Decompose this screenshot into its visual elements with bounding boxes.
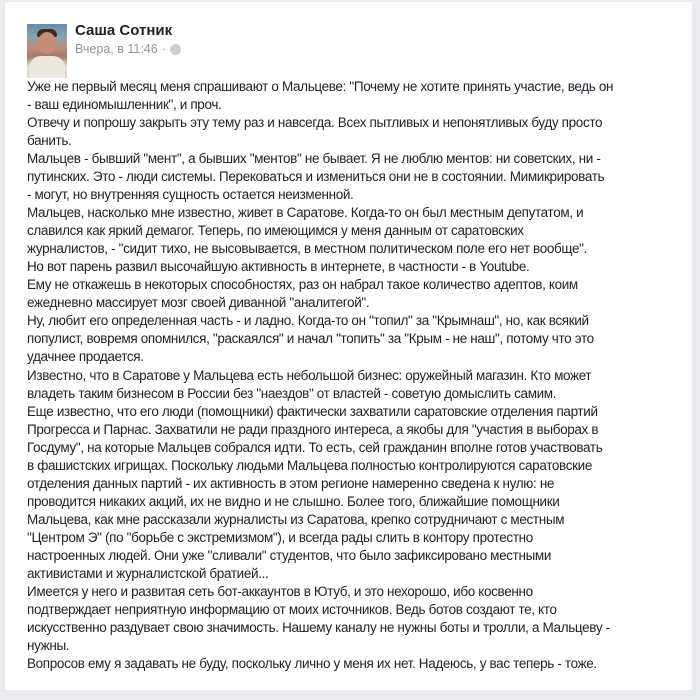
meta-separator: · [161,42,166,56]
avatar-body [29,56,65,78]
globe-icon[interactable] [170,44,181,55]
post-text-line: Госдуму", на которые Мальцев собрался идти. То есть, сей гражданин вполне готов участвовать [27,439,603,455]
post-text-line: - могут, но внутренняя сущность остается неизменной. [27,187,354,203]
post-timestamp[interactable]: Вчера, в 11:46 [75,42,158,56]
post-text-line: подтверждает неприятную информацию от моих источников. Ведь ботов создают те, кто [27,601,557,617]
post-text-line: Имеется у него и развитая сеть бот-аккаунтов в Ютуб, и это нехорошо, ибо косвенно [27,583,533,599]
post-text-line: Прогресса и Парнас. Захватили не ради праздного интереса, а якобы для "участия в выборах в [27,421,599,437]
author-name[interactable]: Саша Сотник [75,22,173,39]
post-text-line: популист, вовремя опомнился, "раскаялся" и начал "топить" за "Крым - не наш", потому что это [27,331,594,347]
post-body [27,78,692,673]
post-meta [75,42,181,56]
post-text-line: Уже не первый месяц меня спрашивают о Мальцеве: "Почему не хотите принять участие, ведь он [27,79,614,94]
post-text-line: журналистов, - "сидит тихо, не высовывается, в местном политическом поле его нет вообще". [27,241,588,257]
post-text-line: Еще известно, что его люди (помощники) фактически захватили саратовские отделения партий [27,403,598,419]
post-text-line: банить. [27,133,72,149]
post-text-line: активистами и журналистской братией... [27,565,269,581]
post-text-line: искусственно раздувает свою значимость. Нашему каналу не нужны боты и тролли, а Мальцеву - [27,619,610,635]
post-text-line: Мальцев, насколько мне известно, живет в Саратове. Когда-то он был местным депутатом, и [27,205,584,221]
post-text-line: "Центром Э" (по "борьбе с экстремизмом"), и всегда рады слить в контору протестно [27,529,533,545]
post-text-line: Вопросов ему я задавать не буду, поскольку лично у меня их нет. Надеюсь, у вас теперь - тоже. [27,656,597,671]
post-text-line: проводится никаких акций, их не видно и не слышно. Более того, ближайшие помощники [27,493,560,509]
post-text-line: путинских. Это - люди системы. Перековаться и измениться они не в состоянии. Мимикрировать [27,169,605,185]
post-text-line: удачнее продается. [27,349,144,365]
avatar-face [38,32,56,54]
post-card [5,2,692,690]
post-text-line: владеть таким бизнесом в России без "наездов" от властей - советую домыслить самим. [27,385,557,401]
post-text-line: Отвечу и попрошу закрыть эту тему раз и навсегда. Всех пытливых и непонятливых буду просто [27,115,603,131]
post-text-line: Мальцев - бывший "мент", а бывших "ментов" не бывает. Я не люблю ментов: ни советских, ни - [27,151,601,167]
post-text-line: в фашистских игрищах. Поскольку людьми Мальцева полностью контролируются саратовские [27,457,593,473]
post-text-line: Но вот парень развил высочайшую активность в интернете, в частности - в Youtube. [27,259,530,275]
post-text-line: Мальцева, как мне рассказали журналисты из Саратова, крепко сотрудничают с местным [27,511,565,527]
post-text-line: настроенных людей. Они уже "сливали" студентов, что было зафиксировано местными [27,547,552,563]
post-text-line: отделения данных партий - их активность в этом регионе намеренно сведена к нулю: не [27,475,555,491]
post-text-line: нужны. [27,637,70,653]
post-text-line: ежедневно массирует мозг своей диванной "аналитегой". [27,295,370,311]
post-text-line: славился как яркий демагог. Теперь, по имеющимся у меня данным от саратовских [27,223,524,239]
post-text-line: Ему не откажешь в некоторых способностях, раз он набрал такое количество адептов, коим [27,277,578,293]
post-text-line: - ваш единомышленник", и проч. [27,97,222,113]
post-text-line: Известно, что в Саратове у Мальцева есть небольшой бизнес: оружейный магазин. Кто может [27,367,592,383]
avatar[interactable] [27,24,67,78]
post-text-line: Ну, любит его определенная часть - и ладно. Когда-то он "топил" за "Крымнаш", но, как всякий [27,313,589,329]
